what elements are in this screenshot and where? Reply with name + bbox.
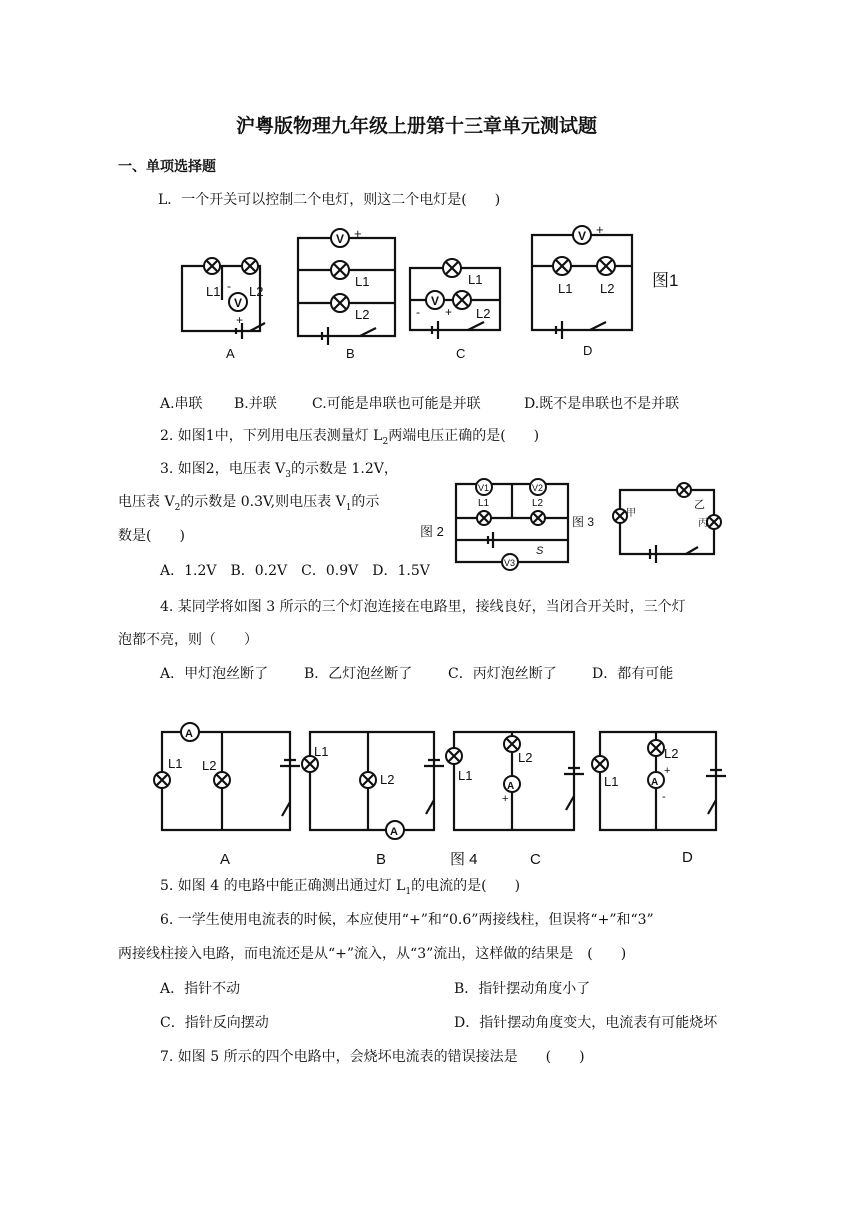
svg-text:-: - <box>416 305 420 319</box>
svg-text:图 2: 图 2 <box>420 524 444 539</box>
svg-text:L2: L2 <box>600 281 615 296</box>
question-1: L．一个开关可以控制二个电灯，则这二个电灯是( ) <box>158 192 501 208</box>
question-6-line2: 两接线柱接入电路，而电流还是从“+”流入，从“3”流出，这样做的结果是 ( ) <box>118 946 627 962</box>
svg-text:A: A <box>220 851 231 868</box>
svg-text:L1: L1 <box>478 498 490 509</box>
svg-text:图1: 图1 <box>652 271 679 290</box>
circuit-1d <box>532 222 678 358</box>
svg-text:+: + <box>664 765 671 777</box>
q1-option-d[interactable]: D.既不是串联也不是并联 <box>524 396 680 412</box>
svg-text:V2: V2 <box>532 483 544 493</box>
svg-text:C: C <box>456 346 466 361</box>
svg-text:图 4: 图 4 <box>450 851 478 868</box>
page-title: 沪粤版物理九年级上册第十三章单元测试题 <box>236 115 598 137</box>
svg-text:A: A <box>226 346 235 361</box>
figure-3 <box>612 478 732 568</box>
svg-text:+: + <box>502 793 509 805</box>
svg-text:A: A <box>390 826 398 838</box>
question-3-line2: 电压表 $V_2$的示数是 0.3V,则电压表 $V_1$的示 <box>118 494 380 513</box>
q6-option-a[interactable]: A．指针不动 <box>160 981 241 997</box>
q4-option-a[interactable]: A．甲灯泡丝断了 <box>160 666 269 682</box>
svg-text:L1: L1 <box>468 272 483 287</box>
svg-text:L1: L1 <box>604 774 619 789</box>
svg-text:A: A <box>651 777 659 788</box>
svg-text:L1: L1 <box>558 281 573 296</box>
svg-text:L1: L1 <box>458 768 473 783</box>
circuit-1c <box>410 259 500 361</box>
svg-text:丙: 丙 <box>698 518 708 529</box>
question-7: 7. 如图 5 所示的四个电路中，会烧坏电流表的错误接法是 ( ) <box>160 1049 585 1065</box>
svg-text:L1: L1 <box>314 744 329 759</box>
svg-text:L1: L1 <box>168 756 183 771</box>
figure-2 <box>418 470 608 580</box>
q1-option-c[interactable]: C.可能是串联也可能是并联 <box>312 396 481 412</box>
circuit-4a <box>154 723 300 868</box>
svg-text:V: V <box>336 232 345 246</box>
svg-text:A: A <box>507 781 515 792</box>
circuit-1b <box>298 226 395 361</box>
question-4-line1: 4. 某同学将如图 3 所示的三个灯泡连接在电路里，接线良好，当闭合开关时，三个灯 <box>160 599 686 615</box>
svg-text:A: A <box>185 728 193 740</box>
question-5: 5. 如图 4 的电路中能正确测出通过灯 $L_1$的电流的是( ) <box>160 878 521 897</box>
circuit-4c <box>446 732 584 868</box>
svg-text:B: B <box>346 346 355 361</box>
svg-text:B: B <box>376 851 387 868</box>
q4-option-d[interactable]: D．都有可能 <box>592 666 674 682</box>
q6-option-c[interactable]: C．指针反向摆动 <box>160 1015 269 1031</box>
q1-option-a[interactable]: A.串联 <box>160 396 203 412</box>
svg-text:L2: L2 <box>380 772 395 787</box>
svg-text:C: C <box>530 851 541 868</box>
svg-text:甲: 甲 <box>626 508 636 519</box>
svg-text:V: V <box>234 296 243 310</box>
section-heading: 一、单项选择题 <box>118 159 216 175</box>
svg-text:-: - <box>227 279 231 293</box>
svg-text:乙: 乙 <box>694 499 705 511</box>
question-4-line2: 泡都不亮，则（ ） <box>118 632 258 648</box>
svg-text:V1: V1 <box>478 483 490 493</box>
svg-text:V: V <box>578 229 587 243</box>
q6-option-b[interactable]: B．指针摆动角度小了 <box>454 981 591 997</box>
svg-text:L1: L1 <box>355 274 370 289</box>
svg-text:S: S <box>536 545 544 557</box>
question-6-line1: 6. 一学生使用电流表的时候，本应使用“+”和“0.6”两接线柱，但误将“+”和“3” <box>160 912 654 928</box>
question-2: 2. 如图1中，下列用电压表测量灯 $L_2$两端电压正确的是( ) <box>160 428 540 447</box>
svg-text:L2: L2 <box>532 498 544 509</box>
svg-text:L2: L2 <box>664 746 679 761</box>
svg-text:L2: L2 <box>518 750 533 765</box>
q3-options[interactable]: A．1.2V B．0.2V C．0.9V D．1.5V <box>160 563 430 579</box>
svg-text:L1: L1 <box>206 284 221 299</box>
svg-text:+: + <box>596 222 604 237</box>
svg-text:+: + <box>354 226 362 241</box>
svg-text:-: - <box>662 791 666 803</box>
circuit-4b <box>302 732 444 868</box>
figure-1 <box>170 218 690 368</box>
svg-text:D: D <box>583 343 593 358</box>
figure-4 <box>150 716 730 872</box>
svg-text:-: - <box>320 230 325 245</box>
question-3-line1: 3. 如图2，电压表 $V_3$的示数是 1.2V， <box>160 461 398 480</box>
q4-option-c[interactable]: C．丙灯泡丝断了 <box>448 666 557 682</box>
svg-text:图 3: 图 3 <box>572 515 595 529</box>
svg-text:V: V <box>431 294 440 308</box>
svg-text:V3: V3 <box>504 558 516 568</box>
svg-text:L2: L2 <box>355 307 370 322</box>
circuit-4d <box>592 732 726 866</box>
svg-text:+: + <box>236 313 244 327</box>
svg-text:L2: L2 <box>202 758 217 773</box>
q4-option-b[interactable]: B．乙灯泡丝断了 <box>304 666 413 682</box>
svg-text:L2: L2 <box>476 306 491 321</box>
question-3-line3: 数是( ) <box>118 528 185 544</box>
svg-text:L2: L2 <box>249 284 264 299</box>
svg-text:D: D <box>682 849 693 866</box>
q6-option-d[interactable]: D．指针摆动角度变大，电流表有可能烧坏 <box>454 1015 718 1031</box>
circuit-1a <box>182 258 265 361</box>
q1-option-b[interactable]: B.并联 <box>234 396 277 412</box>
svg-text:+: + <box>445 305 453 319</box>
